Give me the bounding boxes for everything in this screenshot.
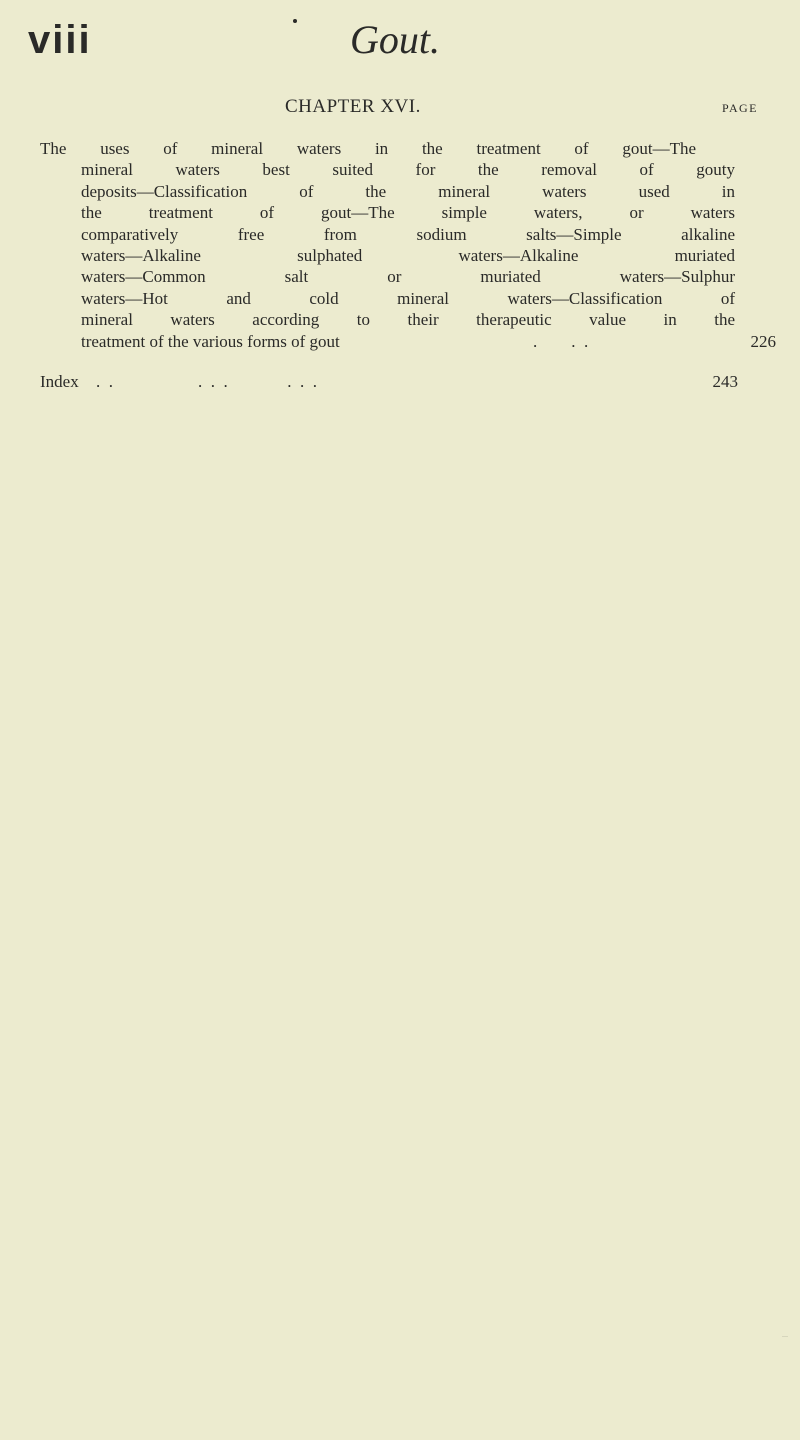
page-column-label: PAGE bbox=[722, 101, 758, 115]
entry-line: comparatively free from sodium salts—Simple alkaline bbox=[81, 224, 735, 244]
page-number: viii bbox=[28, 18, 92, 62]
scan-mark bbox=[782, 1336, 788, 1337]
entry-line: deposits—Classification of the mineral waters used in bbox=[81, 181, 735, 201]
index-label: Index bbox=[40, 372, 79, 391]
entry-line: treatment of the various forms of gout bbox=[81, 331, 340, 351]
page-header bbox=[0, 0, 800, 80]
entry-last-line bbox=[40, 331, 776, 352]
entry-line: waters—Common salt or muriated waters—Sulphur bbox=[81, 267, 735, 287]
print-mark bbox=[293, 19, 297, 23]
entry-line: mineral waters according to their therapeutic value in the bbox=[81, 310, 735, 330]
entry-line: waters—Alkaline sulphated waters—Alkaline muriated bbox=[81, 245, 735, 265]
index-entry bbox=[40, 371, 738, 393]
index-page-number: 243 bbox=[712, 372, 738, 391]
entry-line: The uses of mineral waters in the treatment of gout—The bbox=[40, 139, 696, 158]
chapter-heading: CHAPTER XVI. bbox=[285, 96, 421, 117]
leader-dots: . . . bbox=[533, 331, 589, 351]
toc-entry bbox=[40, 138, 776, 352]
entry-line: waters—Hot and cold mineral waters—Classification of bbox=[81, 288, 735, 308]
entry-page-number: 226 bbox=[750, 331, 776, 351]
entry-line: mineral waters best suited for the removal of gouty bbox=[81, 160, 735, 180]
index-leader-dots: . . . . . . . . bbox=[96, 372, 317, 391]
entry-line: the treatment of gout—The simple waters, or waters bbox=[81, 203, 735, 223]
running-title: Gout. bbox=[350, 17, 440, 62]
